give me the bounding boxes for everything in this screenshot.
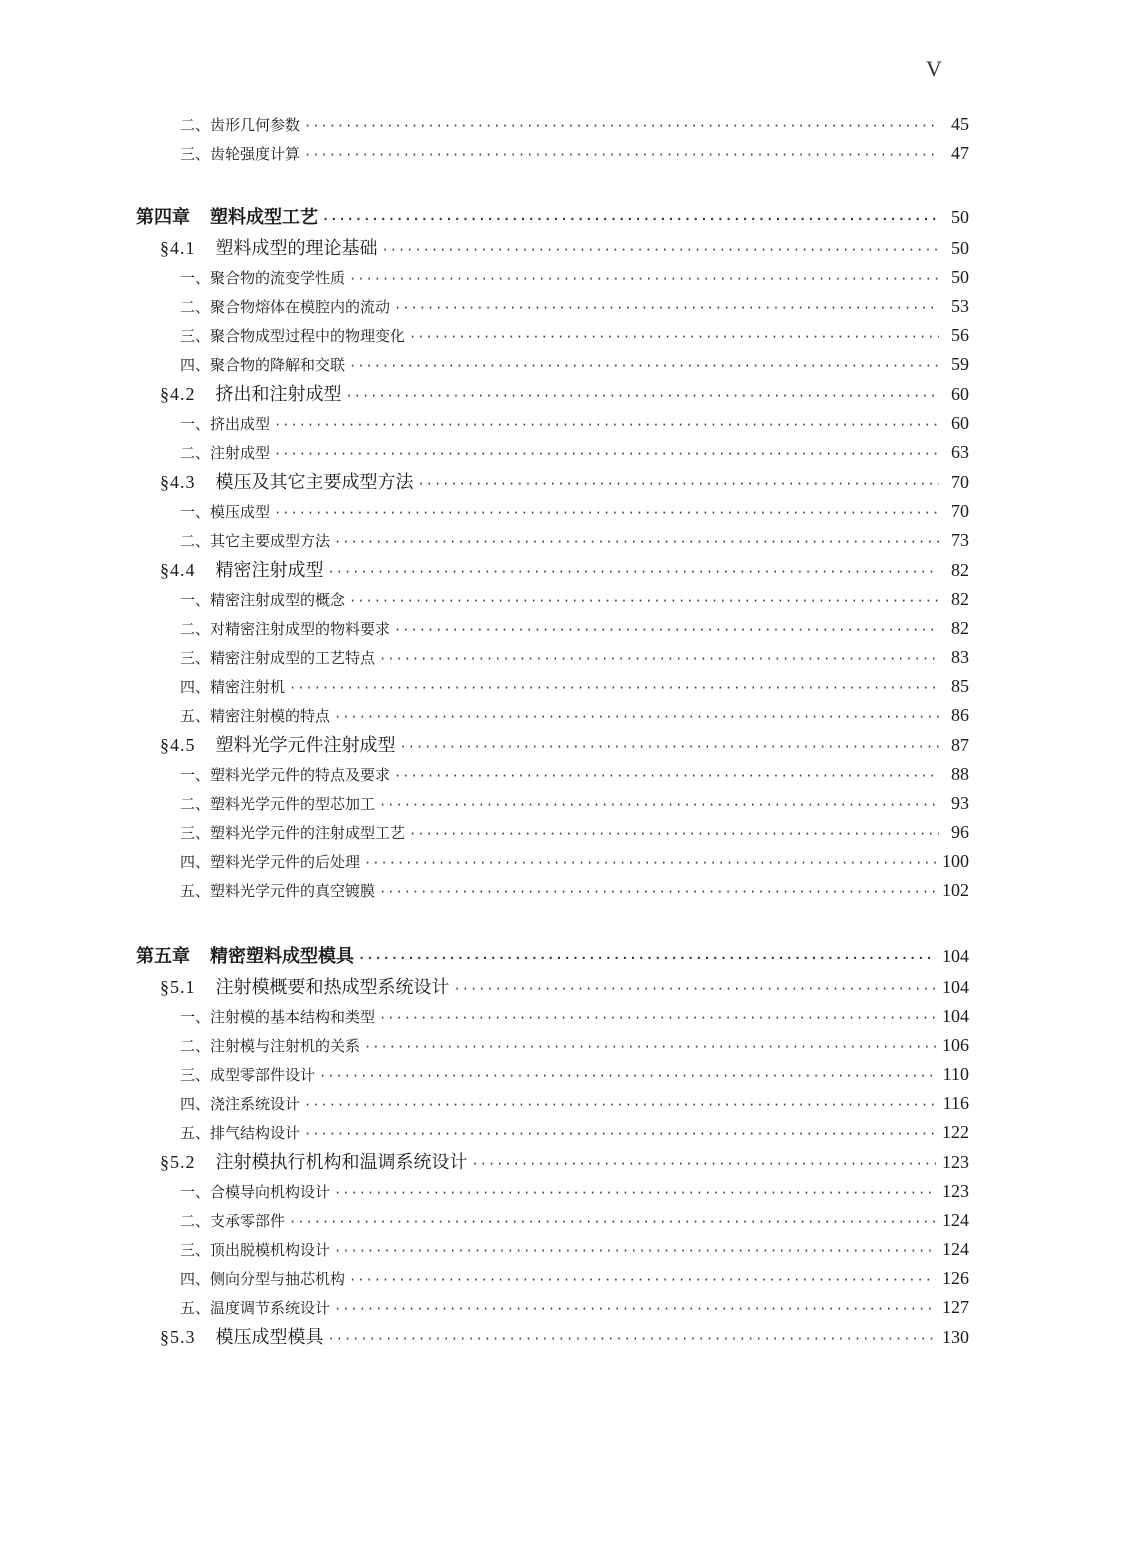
- section-name: 注射模执行机构和温调系统设计: [215, 1152, 468, 1173]
- dot-leader: [346, 381, 940, 411]
- dot-leader: [379, 1004, 936, 1033]
- toc-item-title: 三、聚合物成型过程中的物理变化: [180, 327, 406, 345]
- toc-item-page: 100: [942, 851, 969, 871]
- toc-item-title: 一、模压成型: [180, 503, 271, 521]
- toc-item: [0, 1118, 969, 1147]
- toc-section: [0, 555, 969, 585]
- toc-item-title: 五、排气结构设计: [180, 1124, 301, 1142]
- toc-item-page: 82: [951, 589, 969, 609]
- section-number: §4.3: [160, 472, 196, 492]
- toc-item-title: 四、浇注系统设计: [180, 1095, 301, 1113]
- section-name: 注射模概要和热成型系统设计: [215, 977, 450, 998]
- dot-leader: [322, 203, 939, 235]
- dot-leader: [454, 974, 937, 1004]
- toc-item-page: 56: [951, 325, 969, 345]
- chapter-number: 第四章: [136, 207, 190, 228]
- dot-leader: [274, 499, 939, 528]
- toc-item-page: 53: [951, 296, 969, 316]
- toc-item-title: 一、塑料光学元件的特点及要求: [180, 766, 391, 784]
- toc-chapter-title: [136, 941, 354, 973]
- toc-item-page: 116: [942, 1093, 969, 1113]
- toc-section: [0, 1147, 969, 1177]
- toc-section-title: [160, 972, 450, 1003]
- toc-chapter: [0, 940, 969, 972]
- toc-item-title: 四、塑料光学元件的后处理: [180, 853, 361, 871]
- dot-leader: [349, 352, 939, 381]
- toc-item-title: 五、塑料光学元件的真空镀膜: [180, 882, 376, 900]
- toc-item: [0, 1235, 969, 1264]
- toc-section-title: [160, 1147, 468, 1178]
- toc-item-title: 四、聚合物的降解和交联: [180, 356, 346, 374]
- section-number: §4.2: [160, 384, 196, 404]
- dot-leader: [358, 942, 936, 974]
- dot-leader: [400, 732, 940, 762]
- dot-leader: [304, 1091, 937, 1120]
- toc-section-title: [160, 379, 342, 410]
- toc-chapter-page: 104: [942, 946, 969, 966]
- toc-item-title: 二、塑料光学元件的型芯加工: [180, 795, 376, 813]
- dot-leader: [394, 616, 939, 645]
- toc-item: [0, 1293, 969, 1322]
- toc-item-page: 123: [942, 1181, 969, 1201]
- toc-item: [0, 497, 969, 526]
- dot-leader: [379, 791, 939, 820]
- toc-item-page: 85: [951, 676, 969, 696]
- toc-item: [0, 321, 969, 350]
- toc-item: [0, 1002, 969, 1031]
- dot-leader: [304, 1120, 936, 1149]
- section-name: 精密注射成型: [215, 560, 324, 581]
- toc-item: [0, 1031, 969, 1060]
- dot-leader: [379, 645, 939, 674]
- toc-item-title: 三、精密注射成型的工艺特点: [180, 649, 376, 667]
- toc-item: [0, 847, 969, 876]
- toc-item: [0, 876, 969, 905]
- dot-leader: [328, 1324, 937, 1354]
- toc-item: [0, 760, 969, 789]
- toc-item: [0, 350, 969, 379]
- dot-leader: [334, 1179, 936, 1208]
- section-name: 塑料成型的理论基础: [215, 238, 378, 259]
- toc-item: [0, 1089, 969, 1118]
- section-number: §4.5: [160, 735, 196, 755]
- toc-item-page: 60: [951, 413, 969, 433]
- dot-leader: [334, 1295, 936, 1324]
- toc-item-title: 五、精密注射模的特点: [180, 707, 331, 725]
- toc-section-title: [160, 233, 378, 264]
- toc-item-page: 73: [951, 530, 969, 550]
- toc-item-page: 93: [951, 793, 969, 813]
- toc-item: [0, 1060, 969, 1089]
- toc-item-page: 83: [951, 647, 969, 667]
- toc-item: [0, 701, 969, 730]
- toc-item: [0, 818, 969, 847]
- dot-leader: [409, 323, 939, 352]
- toc-section-page: 60: [951, 384, 969, 404]
- toc-section-title: [160, 467, 414, 498]
- dot-leader: [304, 141, 939, 170]
- chapter-name: 塑料成型工艺: [210, 207, 318, 228]
- toc-item: [0, 672, 969, 701]
- toc-item-title: 一、聚合物的流变学性质: [180, 269, 346, 287]
- toc-section-page: 82: [951, 560, 969, 580]
- dot-leader: [349, 587, 939, 616]
- toc-item: [0, 1264, 969, 1293]
- toc-chapter: [0, 201, 969, 233]
- toc-section: [0, 1322, 969, 1352]
- toc-section-title: [160, 730, 396, 761]
- dot-leader: [349, 265, 939, 294]
- dot-leader: [274, 440, 939, 469]
- toc-item: [0, 1177, 969, 1206]
- section-name: 挤出和注射成型: [215, 384, 342, 405]
- toc-item-title: 三、顶出脱模机构设计: [180, 1241, 331, 1259]
- dot-leader: [319, 1062, 937, 1091]
- dot-leader: [289, 674, 939, 703]
- toc-item-page: 102: [942, 880, 969, 900]
- dot-leader: [394, 294, 939, 323]
- toc-item: [0, 1206, 969, 1235]
- toc-section: [0, 467, 969, 497]
- toc-item: [0, 139, 969, 168]
- section-number: §5.3: [160, 1327, 196, 1347]
- toc-item-title: 一、挤出成型: [180, 415, 271, 433]
- toc-item-page: 88: [951, 764, 969, 784]
- table-of-contents: [0, 110, 1125, 1352]
- toc-section: [0, 730, 969, 760]
- section-number: §4.4: [160, 560, 196, 580]
- dot-leader: [349, 1266, 936, 1295]
- toc-item-title: 二、齿形几何参数: [180, 116, 301, 134]
- toc-section-page: 50: [951, 238, 969, 258]
- toc-item-title: 三、塑料光学元件的注射成型工艺: [180, 824, 406, 842]
- toc-item-title: 二、支承零部件: [180, 1212, 286, 1230]
- toc-item: [0, 292, 969, 321]
- section-number: §5.1: [160, 977, 196, 997]
- toc-item: [0, 409, 969, 438]
- toc-item-title: 二、对精密注射成型的物料要求: [180, 620, 391, 638]
- dot-leader: [472, 1149, 937, 1179]
- dot-leader: [364, 849, 936, 878]
- dot-leader: [409, 820, 939, 849]
- toc-item-title: 三、成型零部件设计: [180, 1066, 316, 1084]
- dot-leader: [334, 703, 939, 732]
- toc-chapter-page: 50: [951, 207, 969, 227]
- toc-item-title: 二、其它主要成型方法: [180, 532, 331, 550]
- toc-item-page: 70: [951, 501, 969, 521]
- toc-item-page: 63: [951, 442, 969, 462]
- dot-leader: [289, 1208, 936, 1237]
- toc-item-title: 五、温度调节系统设计: [180, 1299, 331, 1317]
- section-number: §4.1: [160, 238, 196, 258]
- toc-section-title: [160, 555, 324, 586]
- toc-section-page: 130: [942, 1327, 969, 1347]
- toc-item-page: 96: [951, 822, 969, 842]
- toc-item-page: 104: [942, 1006, 969, 1026]
- toc-item-page: 122: [942, 1122, 969, 1142]
- dot-leader: [274, 411, 939, 440]
- toc-section: [0, 233, 969, 263]
- toc-item-page: 86: [951, 705, 969, 725]
- dot-leader: [334, 528, 939, 557]
- dot-leader: [379, 878, 936, 907]
- page-number: V: [926, 56, 942, 81]
- toc-item-page: 124: [942, 1239, 969, 1259]
- toc-item-title: 二、注射模与注射机的关系: [180, 1037, 361, 1055]
- toc-item: [0, 110, 969, 139]
- toc-chapter-title: [136, 202, 318, 234]
- toc-item: [0, 263, 969, 292]
- toc-item-title: 二、注射成型: [180, 444, 271, 462]
- toc-section-page: 87: [951, 735, 969, 755]
- toc-section: [0, 379, 969, 409]
- dot-leader: [394, 762, 939, 791]
- toc-item-title: 四、精密注射机: [180, 678, 286, 696]
- toc-section-page: 123: [942, 1152, 969, 1172]
- toc-item-page: 82: [951, 618, 969, 638]
- dot-leader: [334, 1237, 936, 1266]
- toc-item-page: 127: [942, 1297, 969, 1317]
- chapter-name: 精密塑料成型模具: [210, 946, 354, 967]
- toc-item: [0, 585, 969, 614]
- toc-item-page: 126: [942, 1268, 969, 1288]
- section-name: 模压及其它主要成型方法: [215, 472, 414, 493]
- toc-item-title: 一、合模导向机构设计: [180, 1183, 331, 1201]
- toc-item-title: 三、齿轮强度计算: [180, 145, 301, 163]
- toc-item: [0, 643, 969, 672]
- dot-leader: [364, 1033, 936, 1062]
- dot-leader: [328, 557, 940, 587]
- toc-item-page: 110: [942, 1064, 969, 1084]
- toc-item-page: 124: [942, 1210, 969, 1230]
- toc-item: [0, 614, 969, 643]
- chapter-number: 第五章: [136, 946, 190, 967]
- toc-section-title: [160, 1322, 324, 1353]
- toc-item: [0, 526, 969, 555]
- toc-item-page: 50: [951, 267, 969, 287]
- toc-item-title: 四、侧向分型与抽芯机构: [180, 1270, 346, 1288]
- toc-item-title: 一、注射模的基本结构和类型: [180, 1008, 376, 1026]
- toc-section-page: 104: [942, 977, 969, 997]
- section-name: 模压成型模具: [215, 1327, 324, 1348]
- dot-leader: [418, 469, 940, 499]
- toc-item-title: 二、聚合物熔体在模腔内的流动: [180, 298, 391, 316]
- toc-item: [0, 438, 969, 467]
- toc-section: [0, 972, 969, 1002]
- section-number: §5.2: [160, 1152, 196, 1172]
- dot-leader: [304, 112, 939, 141]
- toc-item-page: 59: [951, 354, 969, 374]
- toc-item-page: 106: [942, 1035, 969, 1055]
- toc-item-page: 45: [951, 114, 969, 134]
- toc-item-page: 47: [951, 143, 969, 163]
- toc-section-page: 70: [951, 472, 969, 492]
- toc-item-title: 一、精密注射成型的概念: [180, 591, 346, 609]
- toc-item: [0, 789, 969, 818]
- section-name: 塑料光学元件注射成型: [215, 735, 396, 756]
- dot-leader: [382, 235, 940, 265]
